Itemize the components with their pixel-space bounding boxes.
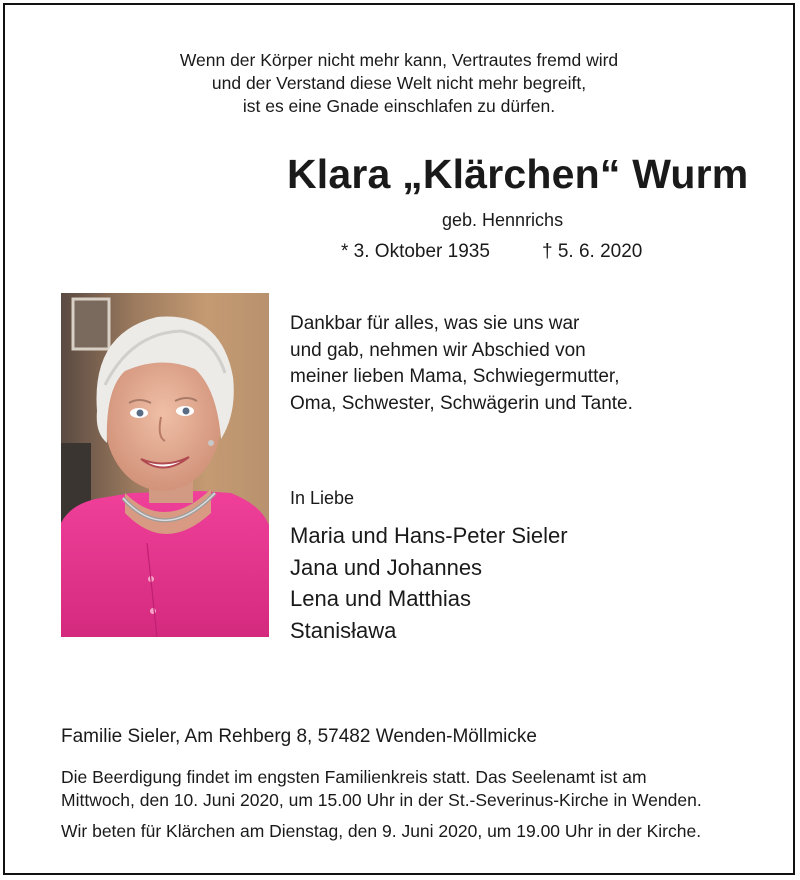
portrait-photo — [61, 293, 269, 637]
closing-phrase: In Liebe — [290, 488, 355, 508]
tribute-line: Oma, Schwester, Schwägerin und Tante. — [290, 392, 633, 414]
mourners-list — [290, 520, 568, 646]
poem-line: Wenn der Körper nicht mehr kann, Vertrautes fremd wird — [179, 50, 619, 70]
tribute-text — [290, 311, 633, 417]
death-date: † 5. 6. 2020 — [542, 241, 643, 262]
tribute-line: meiner lieben Mama, Schwiegermutter, — [290, 366, 620, 387]
deceased-name: Klara „Klärchen“ Wurm — [287, 151, 749, 197]
poem-line: ist es eine Gnade einschlafen zu dürfen. — [242, 96, 556, 116]
poem-line: und der Verstand diese Welt nicht mehr begreift, — [211, 73, 587, 93]
mourner: Lena und Matthias — [290, 586, 472, 611]
tribute-line: Dankbar für alles, was sie uns war — [290, 313, 580, 334]
mourner: Stanisława — [290, 617, 397, 643]
mourner: Jana und Johannes — [290, 554, 483, 580]
obituary-notice — [3, 3, 795, 875]
mourner: Maria und Hans-Peter Sieler — [290, 523, 568, 548]
family-address: Familie Sieler, Am Rehberg 8, 57482 Wenden-Möllmicke — [61, 726, 537, 747]
birth-date: * 3. Oktober 1935 — [341, 241, 490, 262]
prayer-info: Wir beten für Klärchen am Dienstag, den 9. Juni 2020, um 19.00 Uhr in der Kirche. — [61, 821, 702, 841]
funeral-line: Die Beerdigung findet im engsten Familienkreis statt. Das Seelenamt ist am — [61, 767, 647, 787]
poem — [5, 49, 793, 118]
birth-name: geb. Hennrichs — [442, 210, 564, 230]
funeral-line: Mittwoch, den 10. Juni 2020, um 15.00 Uhr in der St.-Severinus-Kirche in Wenden. — [61, 790, 702, 810]
funeral-info — [61, 766, 741, 812]
tribute-line: und gab, nehmen wir Abschied von — [290, 339, 586, 361]
